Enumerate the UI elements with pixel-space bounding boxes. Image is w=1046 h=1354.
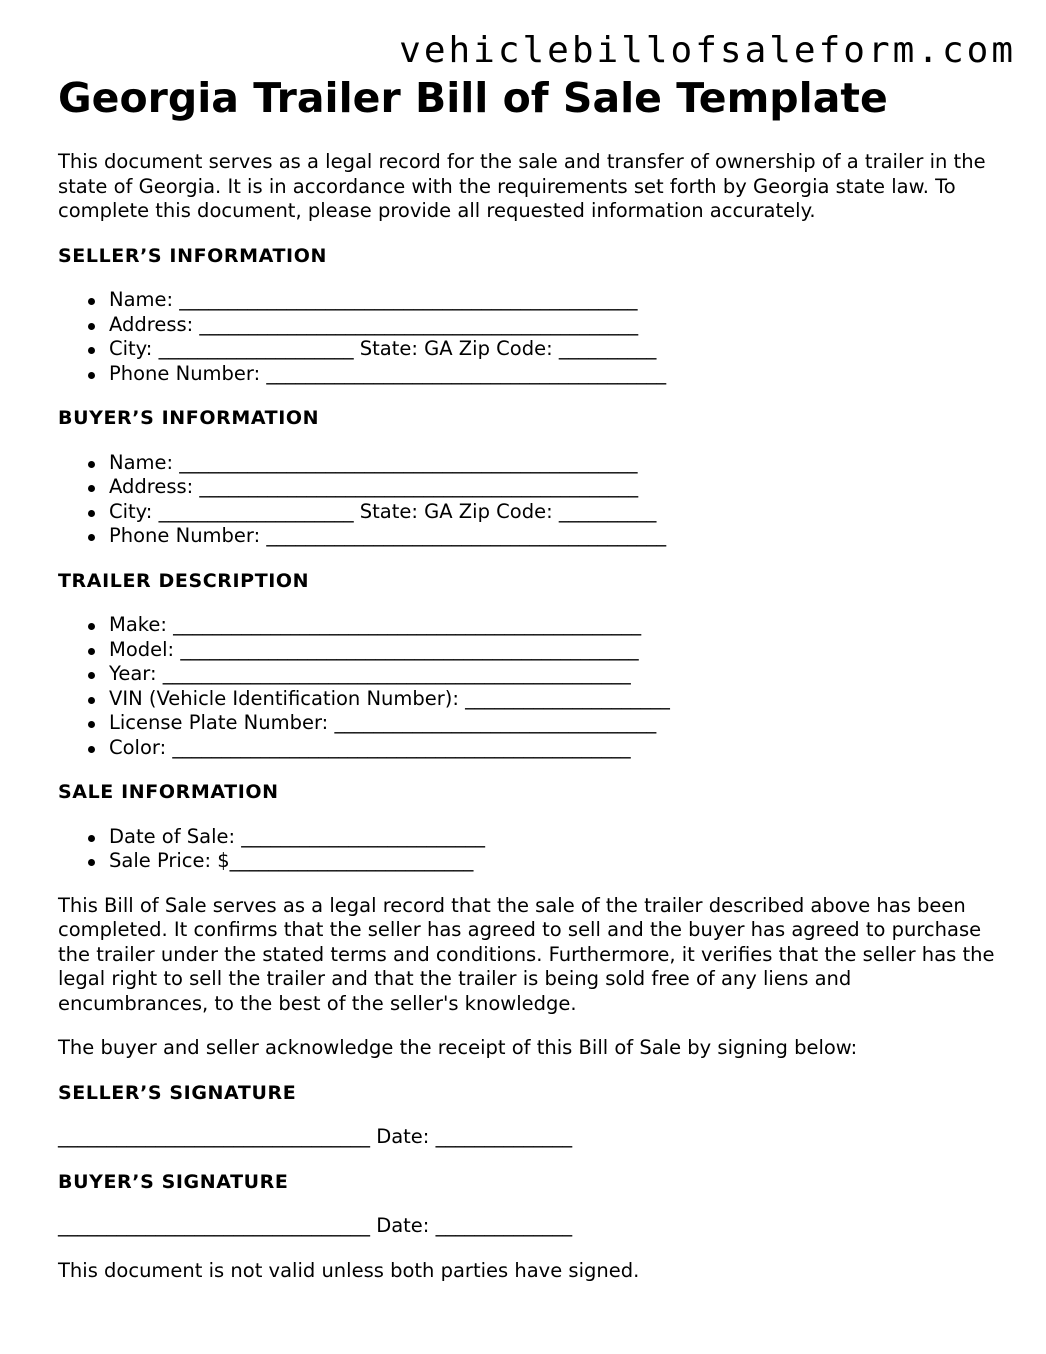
seller-signature-line[interactable]: ________________________________ Date: ______________: [58, 1125, 573, 1148]
trailer-year-field[interactable]: Year: ________________________________________________: [109, 662, 998, 687]
footer-note: This document is not valid unless both parties have signed.: [58, 1258, 640, 1282]
seller-phone-field[interactable]: Phone Number: _________________________________________: [109, 362, 998, 387]
seller-section-heading: SELLER’S INFORMATION: [58, 244, 327, 267]
buyer-city-state-zip-field[interactable]: City: ____________________ State: GA Zip Code: __________: [109, 500, 998, 525]
seller-field-list: [58, 288, 998, 386]
sale-date-field[interactable]: Date of Sale: _________________________: [109, 825, 998, 850]
trailer-section-heading: TRAILER DESCRIPTION: [58, 569, 310, 592]
buyer-signature-line[interactable]: ________________________________ Date: ______________: [58, 1214, 573, 1237]
sale-price-field[interactable]: Sale Price: $_________________________: [109, 849, 998, 874]
seller-name-field[interactable]: Name: _______________________________________________: [109, 288, 998, 313]
buyer-section-heading: BUYER’S INFORMATION: [58, 407, 320, 429]
trailer-vin-field[interactable]: VIN (Vehicle Identification Number): _____________________: [109, 687, 998, 712]
sale-field-list: [58, 825, 998, 874]
buyer-name-field[interactable]: Name: _______________________________________________: [109, 451, 998, 476]
site-watermark: vehiclebillofsaleform.com: [399, 30, 1016, 71]
acknowledge-paragraph: The buyer and seller acknowledge the receipt of this Bill of Sale by signing below:: [58, 1036, 858, 1059]
buyer-signature-heading: BUYER’S SIGNATURE: [58, 1170, 289, 1193]
trailer-plate-field[interactable]: License Plate Number: _________________________________: [109, 711, 998, 736]
trailer-model-field[interactable]: Model: _______________________________________________: [109, 638, 998, 663]
intro-paragraph: This document serves as a legal record for the sale and transfer of ownership of a trailer in the state of Georgia. It is in accordance with the requirements set forth by Georgia state law. To complete this document, please provide all requested information accurately.: [58, 150, 986, 222]
statement-paragraph: This Bill of Sale serves as a legal record that the sale of the trailer described above has been completed. It confirms that the seller has agreed to sell and the buyer has agreed to purchase the trailer under the stated terms and conditions. Furthermore, it verifies that the seller has the legal right to sell the trailer and that the trailer is being sold free of any liens and encumbrances, to the best of the seller's knowledge.: [58, 893, 995, 1015]
seller-signature-heading: SELLER’S SIGNATURE: [58, 1081, 297, 1104]
trailer-color-field[interactable]: Color: _______________________________________________: [109, 736, 998, 761]
trailer-field-list: [58, 613, 998, 760]
sale-section-heading: SALE INFORMATION: [58, 781, 279, 803]
form-body: [58, 150, 998, 1283]
trailer-make-field[interactable]: Make: ________________________________________________: [109, 613, 998, 638]
page-title: Georgia Trailer Bill of Sale Template: [58, 74, 888, 122]
buyer-phone-field[interactable]: Phone Number: _________________________________________: [109, 524, 998, 549]
buyer-field-list: [58, 451, 998, 549]
buyer-address-field[interactable]: Address: _____________________________________________: [109, 475, 998, 500]
seller-city-state-zip-field[interactable]: City: ____________________ State: GA Zip Code: __________: [109, 337, 998, 362]
seller-address-field[interactable]: Address: _____________________________________________: [109, 313, 998, 338]
